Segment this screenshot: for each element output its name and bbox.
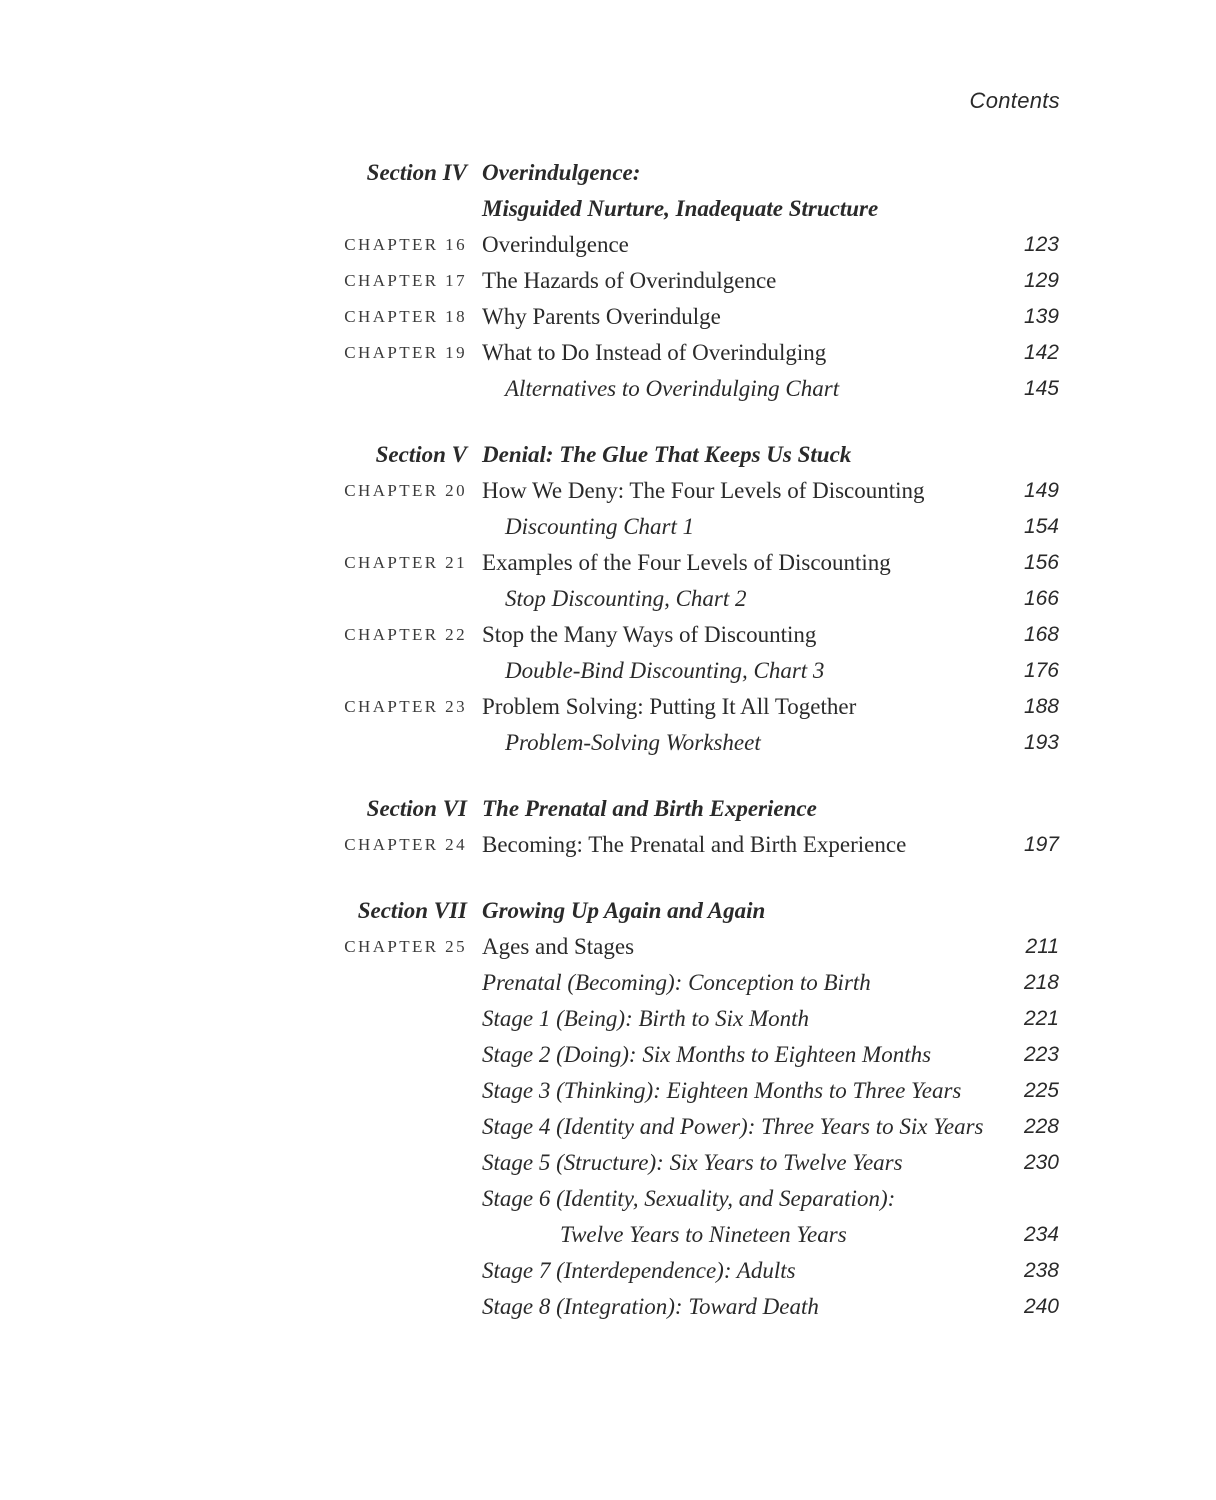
section-label: Section V (375, 442, 467, 467)
page-number: 218 (1023, 971, 1059, 994)
page-number: 154 (1023, 515, 1059, 538)
page-number: 176 (1023, 659, 1059, 682)
chapter-label: CHAPTER 17 (344, 271, 467, 290)
section-title: Growing Up Again and Again (482, 898, 766, 923)
page-number: 168 (1023, 623, 1059, 646)
page-number: 234 (1023, 1223, 1059, 1246)
page-number: 228 (1023, 1115, 1059, 1138)
stage-title[interactable]: Stage 2 (Doing): Six Months to Eighteen Months (482, 1042, 932, 1067)
chapter-row[interactable] (0, 827, 1216, 863)
chapter-title[interactable]: Becoming: The Prenatal and Birth Experience (482, 832, 907, 857)
chart-row[interactable] (0, 653, 1216, 689)
stage-row[interactable] (0, 1037, 1216, 1073)
section-title: The Prenatal and Birth Experience (482, 796, 817, 821)
table-of-contents (0, 155, 1216, 1325)
chapter-label: CHAPTER 23 (344, 697, 467, 716)
stage-row[interactable] (0, 1001, 1216, 1037)
stage-title[interactable]: Stage 4 (Identity and Power): Three Years to Six Years (482, 1114, 984, 1139)
chart-title[interactable]: Discounting Chart 1 (505, 514, 695, 539)
section-heading-row (0, 791, 1216, 827)
stage-row[interactable] (0, 965, 1216, 1001)
section-gap (0, 761, 1216, 791)
chart-title[interactable]: Problem-Solving Worksheet (505, 730, 761, 755)
section-title: Overindulgence: (482, 160, 641, 185)
chapter-row[interactable] (0, 335, 1216, 371)
chapter-row[interactable] (0, 263, 1216, 299)
stage-title[interactable]: Stage 7 (Interdependence): Adults (482, 1258, 796, 1283)
chart-title[interactable]: Stop Discounting, Chart 2 (505, 586, 747, 611)
stage-title[interactable]: Stage 3 (Thinking): Eighteen Months to Three Years (482, 1078, 962, 1103)
page-number: 166 (1023, 587, 1059, 610)
stage-row[interactable] (0, 1181, 1216, 1217)
stage-row[interactable] (0, 1145, 1216, 1181)
stage-row[interactable] (0, 1289, 1216, 1325)
chapter-row[interactable] (0, 689, 1216, 725)
chapter-label: CHAPTER 19 (344, 343, 467, 362)
chart-title[interactable]: Alternatives to Overindulging Chart (505, 376, 840, 401)
page-number: 149 (1023, 479, 1059, 502)
chart-row[interactable] (0, 371, 1216, 407)
page-number: 230 (1023, 1151, 1059, 1174)
stage-title[interactable]: Prenatal (Becoming): Conception to Birth (482, 970, 871, 995)
chapter-label: CHAPTER 21 (344, 553, 467, 572)
chart-row[interactable] (0, 725, 1216, 761)
chapter-label: CHAPTER 16 (344, 235, 467, 254)
stage-title[interactable]: Stage 6 (Identity, Sexuality, and Separation): (482, 1186, 896, 1211)
running-head: Contents (969, 88, 1060, 113)
chapter-label: CHAPTER 22 (344, 625, 467, 644)
section-heading-row (0, 437, 1216, 473)
chapter-row[interactable] (0, 929, 1216, 965)
chapter-title[interactable]: Examples of the Four Levels of Discounting (482, 550, 891, 575)
chapter-title[interactable]: Overindulgence (482, 232, 629, 257)
chart-row[interactable] (0, 509, 1216, 545)
section-gap (0, 863, 1216, 893)
page-number: 221 (1023, 1007, 1059, 1030)
chapter-title[interactable]: Why Parents Overindulge (482, 304, 721, 329)
section-title: Misguided Nurture, Inadequate Structure (482, 196, 879, 221)
page-number: 240 (1023, 1295, 1059, 1318)
chapter-title[interactable]: Ages and Stages (482, 934, 635, 959)
page-number: 197 (1023, 833, 1059, 856)
section-label: Section VII (357, 898, 467, 923)
section-heading-row (0, 893, 1216, 929)
stage-row[interactable] (0, 1217, 1216, 1253)
stage-row[interactable] (0, 1109, 1216, 1145)
chapter-label: CHAPTER 18 (344, 307, 467, 326)
page-number: 129 (1023, 269, 1059, 292)
section-gap (0, 407, 1216, 437)
chapter-title[interactable]: How We Deny: The Four Levels of Discounting (482, 478, 925, 503)
page-number: 223 (1023, 1043, 1059, 1066)
section-heading-row (0, 155, 1216, 191)
section-label: Section IV (366, 160, 467, 185)
page-number: 211 (1025, 935, 1059, 958)
chapter-label: CHAPTER 20 (344, 481, 467, 500)
stage-title[interactable]: Stage 5 (Structure): Six Years to Twelve Years (482, 1150, 903, 1175)
stage-title-continued[interactable]: Twelve Years to Nineteen Years (560, 1222, 847, 1247)
chapter-row[interactable] (0, 473, 1216, 509)
chapter-row[interactable] (0, 227, 1216, 263)
section-heading-row (0, 191, 1216, 227)
chapter-title[interactable]: Stop the Many Ways of Discounting (482, 622, 817, 647)
page-number: 225 (1023, 1079, 1059, 1102)
page-number: 188 (1023, 695, 1059, 718)
chapter-title[interactable]: The Hazards of Overindulgence (482, 268, 777, 293)
page-number: 123 (1023, 233, 1059, 256)
chapter-label: CHAPTER 24 (344, 835, 467, 854)
stage-title[interactable]: Stage 1 (Being): Birth to Six Month (482, 1006, 810, 1031)
stage-title[interactable]: Stage 8 (Integration): Toward Death (482, 1294, 819, 1319)
stage-row[interactable] (0, 1253, 1216, 1289)
chapter-title[interactable]: What to Do Instead of Overindulging (482, 340, 827, 365)
section-label: Section VI (366, 796, 467, 821)
section-title: Denial: The Glue That Keeps Us Stuck (482, 442, 852, 467)
stage-row[interactable] (0, 1073, 1216, 1109)
chart-row[interactable] (0, 581, 1216, 617)
chapter-title[interactable]: Problem Solving: Putting It All Together (482, 694, 857, 719)
page-number: 156 (1023, 551, 1059, 574)
page-number: 139 (1023, 305, 1059, 328)
chapter-row[interactable] (0, 617, 1216, 653)
page-number: 193 (1023, 731, 1059, 754)
chapter-row[interactable] (0, 299, 1216, 335)
page-number: 238 (1023, 1259, 1059, 1282)
chapter-label: CHAPTER 25 (344, 937, 467, 956)
chapter-row[interactable] (0, 545, 1216, 581)
chart-title[interactable]: Double-Bind Discounting, Chart 3 (505, 658, 825, 683)
page-number: 145 (1023, 377, 1059, 400)
page-number: 142 (1023, 341, 1059, 364)
